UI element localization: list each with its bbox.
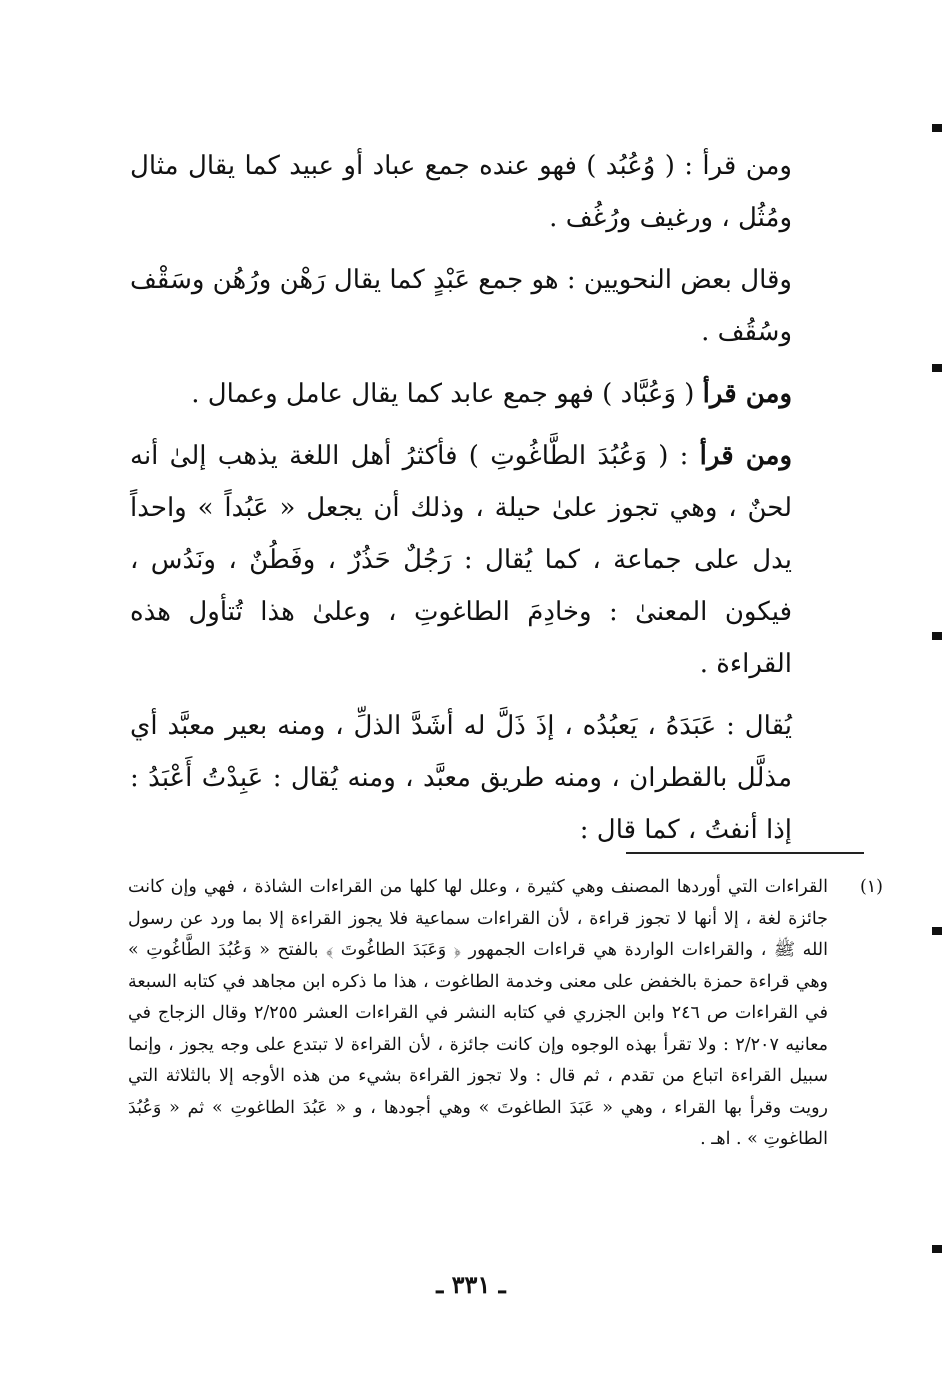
main-text-body bbox=[130, 140, 792, 866]
paragraph-text: ومن قرأ : ( وُعُبُد ) فهو عنده جمع عباد أو عبيد كما يقال مثال ومُثُل ، ورغيف ورُغُف . bbox=[130, 151, 792, 233]
paragraph-lead: ومن قرأ bbox=[699, 441, 793, 471]
footnote bbox=[128, 872, 883, 1156]
paragraph-text: يُقال : عَبَدَهُ ، يَعبُدُه ، إذَ ذَلَّ له أشَدَّ الذلِّ ، ومنه بعير معبَّد أي مذلَّل بالقطران ، ومنه طريق معبَّد ، ومنه يُقال : عَبِدْتُ أَعْبَدُ : إذا أنفتُ ، كما قال : bbox=[130, 711, 792, 845]
page-number: ـ ٣٣١ ـ bbox=[436, 1270, 506, 1299]
scan-edge-mark bbox=[932, 1245, 942, 1253]
paragraph-text: : ( وَعُبُدَ الطَّاغُوتِ ) فأكثرُ أهل اللغة يذهب إلىٰ أنه لحنٌ ، وهي تجوز علىٰ حيلة ، وذلك أن يجعل « عَبُداً » واحداً يدل على جماعة ، كما يُقال : رَجُلٌ حَذُرٌ ، وفَطُنٌ ، ونَدُس ، فيكون المعنىٰ : وخادِمَ الطاغوتِ ، وعلىٰ هذا تُتأول هذه القراءة . bbox=[130, 441, 792, 679]
scan-edge-mark bbox=[932, 364, 942, 372]
paragraph bbox=[130, 430, 792, 690]
paragraph bbox=[130, 368, 792, 420]
scan-edge-mark bbox=[932, 124, 942, 132]
scan-edge-mark bbox=[932, 632, 942, 640]
paragraph bbox=[130, 700, 792, 856]
scan-edge-mark bbox=[932, 927, 942, 935]
paragraph-text: ( وَعُبَّاد ) فهو جمع عابد كما يقال عامل وعمال . bbox=[191, 379, 703, 409]
footnote-separator bbox=[626, 852, 864, 854]
footnote-number: (١) bbox=[859, 877, 883, 897]
paragraph-text: وقال بعض النحويين : هو جمع عَبْدٍ كما يقال رَهْن ورُهُن وسَقْف وسُقُف . bbox=[130, 265, 792, 347]
footnote-text: القراءات التي أوردها المصنف وهي كثيرة ، وعلل لها كلها من القراءات الشاذة ، فهي وإن كانت جائزة لغة ، إلا أنها لا تجوز قراءة ، لأن القراءات سماعية فلا يجوز القراءة إلا بما ورد عن رسول الله ﷺ ، والقراءات الواردة هي قراءات الجمهور ﴿ وَعَبَدَ الطاغُوتَ ﴾ بالفتح « وَعُبُدَ الطَّاغُوتِ » وهي قراءة حمزة بالخفض على معنى وخدمة الطاغوت ، هذا ما ذكره ابن مجاهد في كتابه السبعة في القراءات ص ٢٤٦ وابن الجزري في كتابه النشر في القراءات العشر ٢/٢٥٥ وقال الزجاج في معانيه ٢/٢٠٧ : ولا تقرأ بهذه الوجوه وإن كانت جائزة ، لأن القراءة لا تبتدع على وجه يجوز ، وإنما سبيل القراءة اتباع من تقدم ، ثم قال : ولا تجوز القراءة بشيء من هذه الأوجه إلا بالثلاثة التي رويت وقرأ بها القراء ، وهي « عَبَدَ الطاغوتَ » وهي أجودها ، و « عَبُدَ الطاغوتِ » ثم « وَعُبُدَ الطاغوتِ » . اهـ . bbox=[128, 877, 829, 1149]
paragraph bbox=[130, 140, 792, 244]
paragraph bbox=[130, 254, 792, 358]
paragraph-lead: ومن قرأ bbox=[702, 379, 792, 409]
